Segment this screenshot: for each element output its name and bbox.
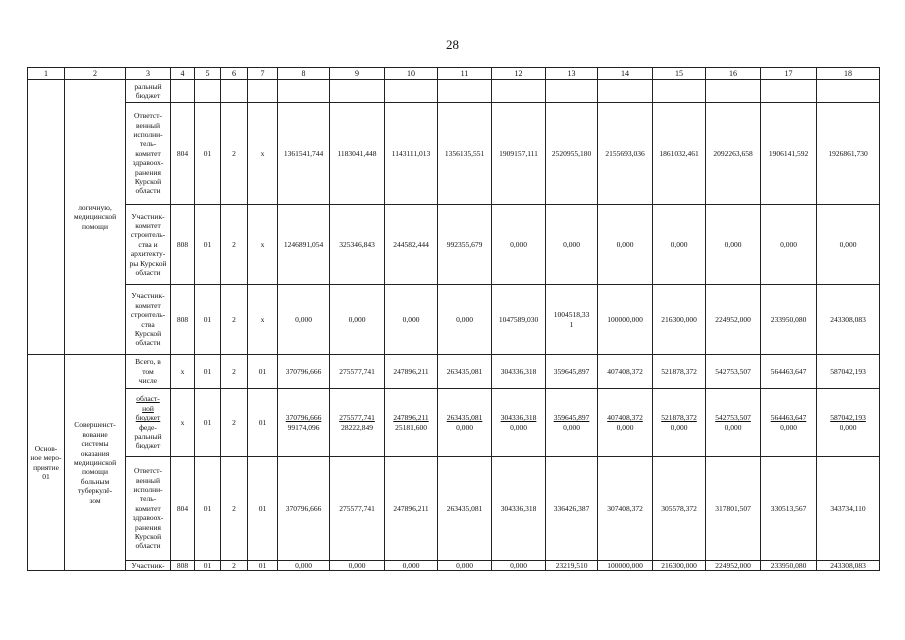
federal-budget-value: 0,000 [839,422,857,432]
value-cell: 330513,567 [761,457,817,561]
federal-budget-value: 0,000 [456,422,473,432]
header-cell: 14 [598,68,653,80]
cell-c5: 01 [195,561,221,571]
cell-c4: 808 [171,561,195,571]
header-cell: 2 [65,68,126,80]
regional-budget-value: 564463,647 [770,413,807,423]
value-cell [817,80,880,103]
cell-c7: 01 [248,457,278,561]
cell-c5 [195,80,221,103]
value-cell: 0,000 [385,561,438,571]
value-cell: 1047589,030 [492,285,546,355]
budget-table [27,67,880,571]
cell-c6 [221,80,248,103]
header-cell: 7 [248,68,278,80]
header-cell: 5 [195,68,221,80]
value-cell [385,389,438,457]
value-cell: 0,000 [817,205,880,285]
value-cell: 0,000 [330,561,385,571]
value-cell: 247896,211 [385,355,438,389]
value-cell: 1909157,111 [492,103,546,205]
value-cell: 216300,000 [653,561,706,571]
header-cell: 1 [28,68,65,80]
value-cell: 216300,000 [653,285,706,355]
header-cell: 15 [653,68,706,80]
value-cell: 2092263,658 [706,103,761,205]
regional-budget-value: 587042,193 [830,413,866,423]
cell-c5: 01 [195,205,221,285]
value-cell: 0,000 [438,561,492,571]
value-cell: 263435,081 [438,457,492,561]
value-cell: 542753,507 [706,355,761,389]
value-cell [385,80,438,103]
cell-c6: 2 [221,457,248,561]
value-cell: 244582,444 [385,205,438,285]
federal-budget-value: 99174,096 [287,422,320,432]
value-cell: 2155693,036 [598,103,653,205]
header-cell: 13 [546,68,598,80]
cell-col1 [28,80,65,355]
table-row [28,103,880,205]
page-number: 28 [446,37,459,52]
value-cell: 304336,318 [492,457,546,561]
cell-c6: 2 [221,285,248,355]
header-cell: 17 [761,68,817,80]
value-cell: 243308,083 [817,285,880,355]
header-cell: 16 [706,68,761,80]
value-cell: 1861032,461 [653,103,706,205]
federal-budget-value: 0,000 [670,422,688,432]
cell-c7: 01 [248,355,278,389]
value-cell [492,80,546,103]
value-cell: 407408,372 [598,355,653,389]
cell-c4 [171,80,195,103]
header-cell: 18 [817,68,880,80]
value-cell: 305578,372 [653,457,706,561]
cell-c4: 804 [171,457,195,561]
cell-col3: Всего, в том числе [126,355,171,389]
value-cell [598,80,653,103]
value-cell: 0,000 [278,285,330,355]
table-row [28,389,880,457]
value-cell: 100000,000 [598,285,653,355]
cell-c5: 01 [195,355,221,389]
value-cell: 0,000 [598,205,653,285]
cell-c6: 2 [221,561,248,571]
value-cell: 0,000 [385,285,438,355]
cell-c5: 01 [195,285,221,355]
federal-budget-value: 0,000 [510,422,527,432]
value-cell: 370796,666 [278,355,330,389]
cell-col3: Ответст- венный исполни- тель- комитет здравоох- ранения Курской области [126,103,171,205]
value-cell [438,389,492,457]
cell-c7 [248,80,278,103]
value-cell [546,389,598,457]
table-row [28,80,880,103]
value-cell [492,389,546,457]
regional-budget-value: 263435,081 [446,413,483,423]
cell-c4: 808 [171,205,195,285]
value-cell: 564463,647 [761,355,817,389]
cell-c7: х [248,205,278,285]
cell-c5: 01 [195,457,221,561]
cell-col3: ральный бюджет [126,80,171,103]
federal-budget-value: 0,000 [616,422,634,432]
table-row [28,355,880,389]
value-cell [438,80,492,103]
value-cell: 1926861,730 [817,103,880,205]
federal-budget-value: 0,000 [563,422,580,432]
header-cell: 6 [221,68,248,80]
table-row [28,205,880,285]
regional-budget-value: 275577,741 [339,413,375,423]
value-cell: 521878,372 [653,355,706,389]
cell-c4: х [171,355,195,389]
cell-c4: х [171,389,195,457]
value-cell [706,80,761,103]
cell-c6: 2 [221,355,248,389]
value-cell [706,389,761,457]
cell-col3: Участник- комитет строитель- ства и архитекту- ры Курской области [126,205,171,285]
regional-budget-value: 542753,507 [715,413,751,423]
value-cell [330,80,385,103]
value-cell: 1246891,054 [278,205,330,285]
value-cell: 343734,110 [817,457,880,561]
value-cell: 336426,387 [546,457,598,561]
value-cell [653,389,706,457]
value-cell: 247896,211 [385,457,438,561]
header-row [28,68,880,80]
regional-budget-value: 407408,372 [607,413,643,423]
value-cell [278,80,330,103]
value-cell: 1356135,551 [438,103,492,205]
cell-c7: х [248,103,278,205]
value-cell: 243308,083 [817,561,880,571]
value-cell: 0,000 [653,205,706,285]
value-cell: 307408,372 [598,457,653,561]
header-cell: 9 [330,68,385,80]
cell-c4: 804 [171,103,195,205]
cell-col2: логичную, медицинской помощи [65,80,126,355]
value-cell: 1004518,33 1 [546,285,598,355]
value-cell [817,389,880,457]
value-cell: 1361541,744 [278,103,330,205]
value-cell: 1183041,448 [330,103,385,205]
value-cell: 992355,679 [438,205,492,285]
cell-col2: Совершенст- вование системы оказания медицинской помощи больным туберкулё- зом [65,355,126,571]
value-cell: 275577,741 [330,355,385,389]
cell-col3: Ответст- венный исполни- тель- комитет здравоох- ранения Курской области [126,457,171,561]
table-row [28,561,880,571]
value-cell: 304336,318 [492,355,546,389]
regional-budget-label: област- ной бюджет [135,394,161,423]
federal-budget-value: 28222,849 [341,422,373,432]
value-cell: 0,000 [706,205,761,285]
value-cell: 370796,666 [278,457,330,561]
value-cell: 0,000 [761,205,817,285]
value-cell: 1143111,013 [385,103,438,205]
value-cell: 23219,510 [546,561,598,571]
value-cell: 0,000 [546,205,598,285]
value-cell: 224952,000 [706,285,761,355]
cell-c5: 01 [195,103,221,205]
value-cell [278,389,330,457]
value-cell [546,80,598,103]
value-cell [653,80,706,103]
federal-budget-value: 25181,600 [395,422,427,432]
header-cell: 12 [492,68,546,80]
value-cell: 0,000 [330,285,385,355]
value-cell: 0,000 [278,561,330,571]
value-cell: 100000,000 [598,561,653,571]
cell-col3: Участник- [126,561,171,571]
header-cell: 11 [438,68,492,80]
header-cell: 8 [278,68,330,80]
cell-col1: Основ- ное меро- приятие 01 [28,355,65,571]
cell-col3 [126,389,171,457]
header-cell: 3 [126,68,171,80]
value-cell: 233950,080 [761,285,817,355]
cell-c6: 2 [221,103,248,205]
regional-budget-value: 359645,897 [553,413,590,423]
cell-c4: 808 [171,285,195,355]
value-cell: 275577,741 [330,457,385,561]
value-cell [761,80,817,103]
cell-c7: 01 [248,389,278,457]
value-cell [330,389,385,457]
regional-budget-value: 247896,211 [393,413,429,423]
value-cell: 587042,193 [817,355,880,389]
value-cell: 325346,843 [330,205,385,285]
regional-budget-value: 304336,318 [500,413,537,423]
value-cell [598,389,653,457]
header-cell: 4 [171,68,195,80]
cell-col3: Участник- комитет строитель- ства Курской области [126,285,171,355]
value-cell: 2520955,180 [546,103,598,205]
header-cell: 10 [385,68,438,80]
value-cell: 1906141,592 [761,103,817,205]
cell-c7: 01 [248,561,278,571]
value-cell: 0,000 [492,561,546,571]
value-cell: 0,000 [438,285,492,355]
value-cell: 263435,081 [438,355,492,389]
regional-budget-value: 370796,666 [285,413,322,423]
cell-c6: 2 [221,389,248,457]
federal-budget-value: 0,000 [780,422,797,432]
cell-c7: х [248,285,278,355]
value-cell: 317801,507 [706,457,761,561]
cell-c5: 01 [195,389,221,457]
value-cell [761,389,817,457]
federal-budget-label: феде- ральный бюджет [134,422,162,451]
value-cell: 0,000 [492,205,546,285]
federal-budget-value: 0,000 [724,422,742,432]
table-row [28,457,880,561]
value-cell: 224952,000 [706,561,761,571]
cell-c6: 2 [221,205,248,285]
value-cell: 359645,897 [546,355,598,389]
table-row [28,285,880,355]
regional-budget-value: 521878,372 [661,413,697,423]
value-cell: 233950,080 [761,561,817,571]
